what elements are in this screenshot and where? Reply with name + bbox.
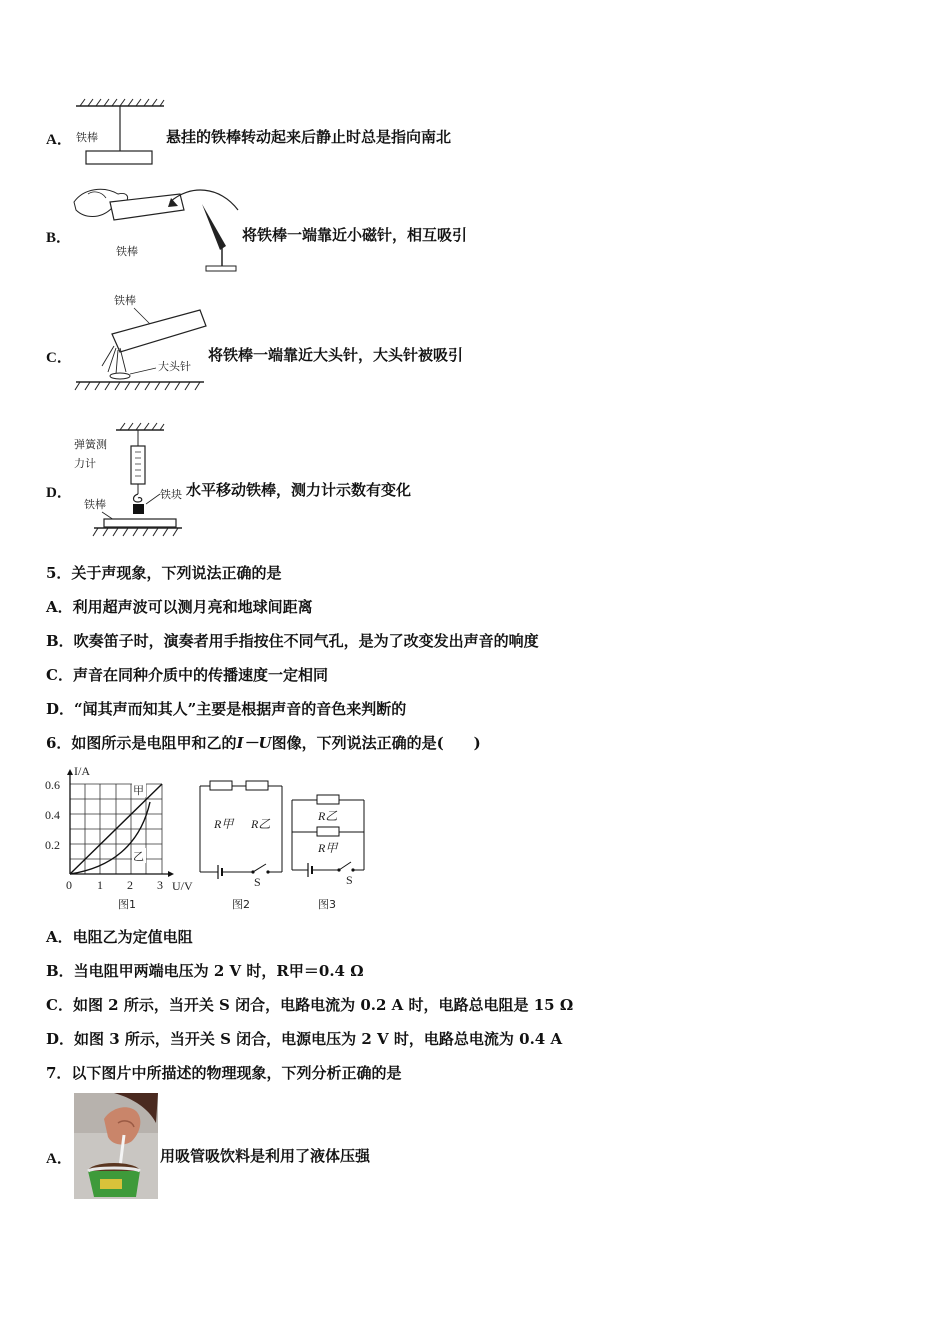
- graph-ytick-0.2: 0.2: [45, 838, 60, 852]
- q4-option-d-text: 水平移动铁棒，测力计示数有变化: [186, 481, 412, 499]
- q5-option-a: A．利用超声波可以测月亮和地球间距离: [46, 598, 313, 616]
- hanging-iron-rod-figure: [72, 96, 168, 168]
- fig2-r1: R甲: [214, 817, 234, 831]
- q6-stem-math: I－U: [236, 734, 272, 752]
- fig-c-label-pins: 大头针: [158, 360, 191, 373]
- q7-stem: 7．以下图片中所描述的物理现象，下列分析正确的是: [46, 1064, 402, 1082]
- q5-option-b: B．吹奏笛子时，演奏者用手指按住不同气孔，是为了改变发出声音的响度: [46, 632, 539, 650]
- q4-option-a-letter: A．: [46, 132, 72, 148]
- q6-option-c: C．如图 2 所示，当开关 S 闭合，电路电流为 0.2 A 时，电路总电阻是 15 Ω: [46, 996, 574, 1014]
- graph-series-yi: 乙: [133, 850, 144, 863]
- iron-rod-compass-figure: [70, 180, 250, 276]
- graph-xtick-2: 2: [127, 878, 133, 892]
- fig2-caption: 图2: [232, 898, 250, 911]
- spring-scale-figure: [72, 420, 188, 542]
- graph-caption: 图1: [118, 898, 136, 911]
- iu-graph-figure: [40, 762, 200, 914]
- fig-c-label-rod: 铁棒: [114, 294, 136, 307]
- fig2-switch: S: [254, 875, 261, 889]
- fig3-caption: 图3: [318, 898, 336, 911]
- graph-xtick-3: 3: [157, 878, 163, 892]
- fig-d-label-rod: 铁棒: [84, 498, 106, 511]
- q6-option-a: A．电阻乙为定值电阻: [46, 928, 193, 946]
- graph-xtick-0: 0: [66, 878, 72, 892]
- q4-option-c-letter: C．: [46, 350, 72, 366]
- straw-drink-photo: [74, 1093, 158, 1199]
- q4-option-a-text: 悬挂的铁棒转动起来后静止时总是指向南北: [166, 128, 452, 146]
- q4-option-b-letter: B．: [46, 230, 72, 246]
- q6-option-d: D．如图 3 所示，当开关 S 闭合，电源电压为 2 V 时，电路总电流为 0.4 A: [46, 1030, 563, 1048]
- graph-xtick-1: 1: [97, 878, 103, 892]
- graph-series-jia: 甲: [133, 784, 144, 797]
- q5-stem: 5．关于声现象，下列说法正确的是: [46, 564, 282, 582]
- iron-rod-pins-figure: [72, 290, 208, 394]
- q5-option-c: C．声音在同种介质中的传播速度一定相同: [46, 666, 328, 684]
- fig-d-label-scale-1: 弹簧测: [74, 438, 107, 451]
- fig-d-label-scale-2: 力计: [74, 457, 96, 470]
- fig3-switch: S: [346, 873, 353, 887]
- q4-option-b-text: 将铁棒一端靠近小磁针，相互吸引: [242, 226, 468, 244]
- fig2-r2: R乙: [251, 817, 271, 831]
- graph-ytick-0.4: 0.4: [45, 808, 60, 822]
- q4-option-d-letter: D．: [46, 485, 72, 501]
- graph-ylabel: I/A: [74, 764, 90, 778]
- q7-option-a-text: 用吸管吸饮料是利用了液体压强: [160, 1147, 371, 1165]
- q6-stem-pre: 6．如图所示是电阻甲和乙的: [46, 734, 237, 752]
- graph-ytick-0.6: 0.6: [45, 778, 60, 792]
- q6-stem-post: 图像，下列说法正确的是( ): [271, 734, 481, 752]
- q6-option-b: B．当电阻甲两端电压为 2 V 时，R甲＝0.4 Ω: [46, 962, 364, 980]
- q4-option-c-text: 将铁棒一端靠近大头针，大头针被吸引: [208, 346, 464, 364]
- fig3-r1: R乙: [318, 809, 338, 823]
- circuit-fig2: [196, 776, 288, 916]
- fig-b-label: 铁棒: [116, 245, 138, 258]
- graph-xlabel: U/V: [172, 879, 193, 893]
- fig3-r2: R甲: [318, 841, 338, 855]
- fig-d-label-block: 铁块: [160, 488, 182, 501]
- circuit-fig3: [288, 790, 370, 916]
- q7-option-a-letter: A．: [46, 1151, 72, 1167]
- q6-stem: [46, 733, 481, 753]
- q5-option-d: D．“闻其声而知其人”主要是根据声音的音色来判断的: [46, 700, 407, 718]
- fig-a-label: 铁棒: [76, 131, 98, 144]
